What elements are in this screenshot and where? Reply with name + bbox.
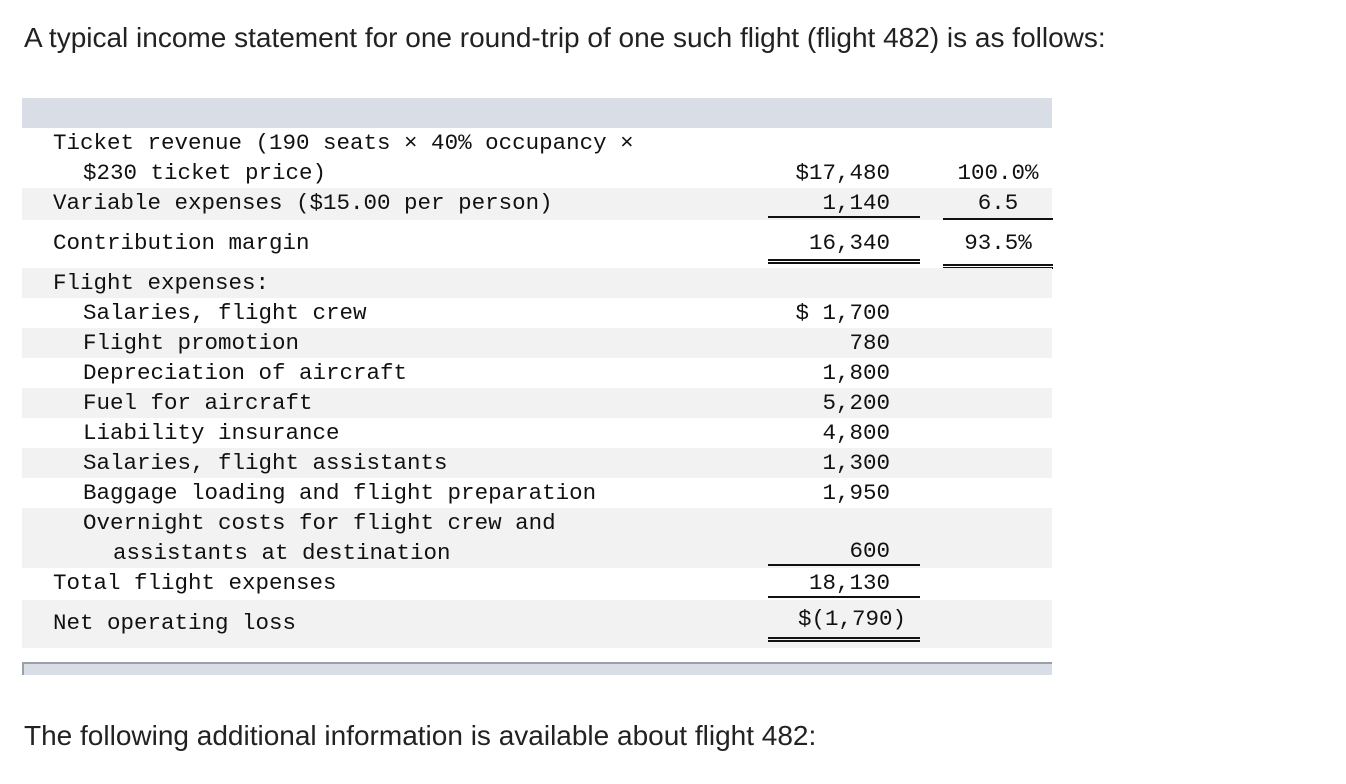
expense-label: Baggage loading and flight preparation — [83, 480, 597, 506]
contribution-margin-label: Contribution margin — [53, 230, 310, 256]
expense-label: Fuel for aircraft — [83, 390, 313, 416]
overnight-costs-label-line2: assistants at destination — [113, 540, 451, 566]
ticket-revenue-row — [22, 128, 1052, 188]
net-operating-loss-amount: $(1,790) — [768, 606, 920, 642]
net-operating-loss-label: Net operating loss — [53, 610, 297, 636]
expense-amount: 5,200 — [822, 390, 890, 416]
expense-row — [22, 298, 1052, 328]
outro-text: The following additional information is available about flight 482: — [24, 720, 817, 751]
ticket-revenue-label-line1: Ticket revenue (190 seats × 40% occupancy × — [53, 130, 634, 156]
intro-text: A typical income statement for one round-trip of one such flight (flight 482) is as follows: — [24, 22, 1106, 53]
total-flight-expenses-row — [22, 568, 1052, 600]
net-operating-loss-row — [22, 600, 1052, 648]
variable-expenses-row — [22, 188, 1052, 220]
table-footer-band — [22, 662, 1052, 675]
expense-row — [22, 388, 1052, 418]
expense-label: Salaries, flight crew — [83, 300, 367, 326]
expense-label: Salaries, flight assistants — [83, 450, 448, 476]
flight-expenses-header-row — [22, 268, 1052, 298]
ticket-revenue-amount: $17,480 — [795, 160, 890, 186]
expense-amount: $ 1,700 — [795, 300, 890, 326]
expense-row — [22, 448, 1052, 478]
ticket-revenue-label-line2: $230 ticket price) — [83, 160, 327, 186]
expense-amount: 1,300 — [822, 450, 890, 476]
variable-expenses-amount: 1,140 — [768, 190, 920, 218]
expense-amount: 780 — [849, 330, 890, 356]
overnight-costs-label-line1: Overnight costs for flight crew and — [83, 510, 556, 536]
expense-label: Flight promotion — [83, 330, 300, 356]
expense-row — [22, 358, 1052, 388]
contribution-margin-amount: 16,340 — [768, 230, 920, 264]
contribution-margin-percent: 93.5% — [943, 230, 1053, 269]
expense-label: Liability insurance — [83, 420, 340, 446]
expense-amount: 1,950 — [822, 480, 890, 506]
contribution-margin-row — [22, 220, 1052, 268]
total-flight-expenses-label: Total flight expenses — [53, 570, 337, 596]
variable-expenses-label: Variable expenses ($15.00 per person) — [53, 190, 553, 216]
expense-row — [22, 418, 1052, 448]
ticket-revenue-percent: 100.0% — [957, 160, 1039, 186]
overnight-costs-amount: 600 — [768, 538, 920, 566]
variable-expenses-percent: 6.5 — [943, 190, 1053, 220]
table-header-band — [22, 98, 1052, 128]
statement-body — [22, 128, 1052, 648]
expense-row — [22, 478, 1052, 508]
expense-label: Depreciation of aircraft — [83, 360, 408, 386]
expense-row — [22, 328, 1052, 358]
total-flight-expenses-amount: 18,130 — [768, 570, 920, 598]
expense-amount: 1,800 — [822, 360, 890, 386]
expense-amount: 4,800 — [822, 420, 890, 446]
income-statement-table — [22, 98, 1052, 675]
flight-expenses-header: Flight expenses: — [53, 270, 270, 296]
overnight-costs-row — [22, 508, 1052, 568]
